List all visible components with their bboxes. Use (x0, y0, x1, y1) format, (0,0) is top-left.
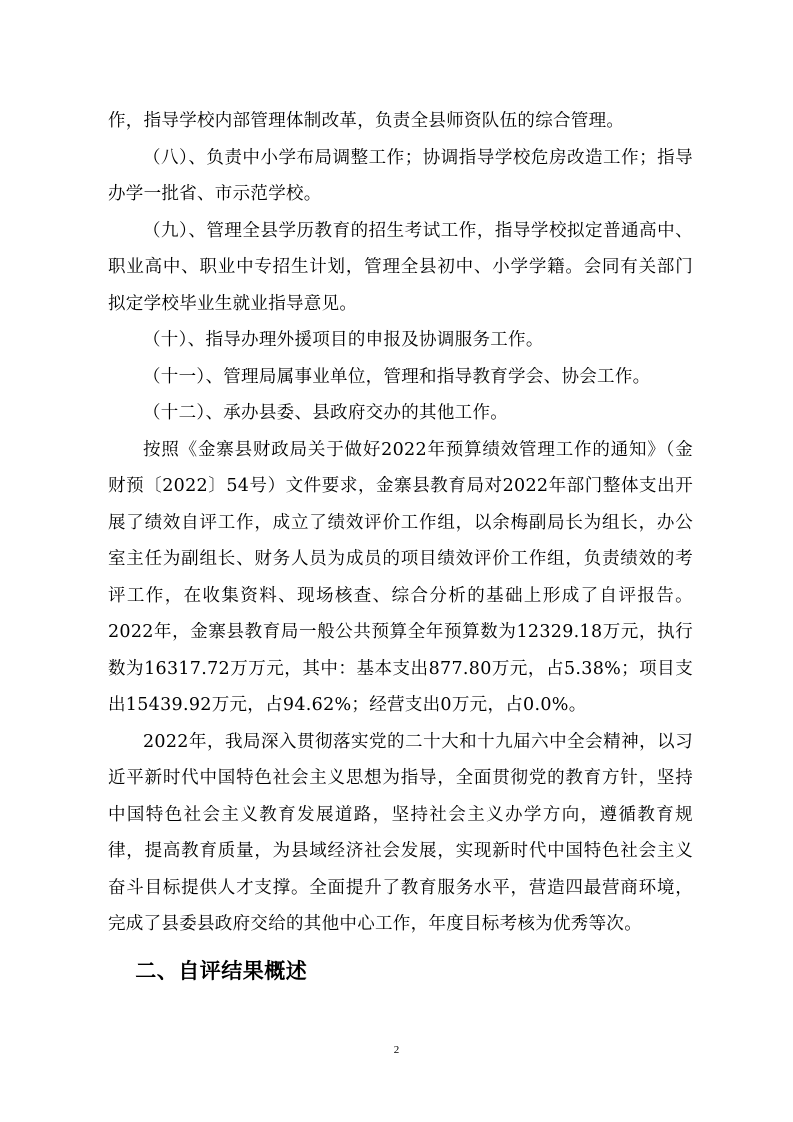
paragraph-budget-evaluation: 按照《金寨县财政局关于做好2022年预算绩效管理工作的通知》（金财预〔2022〕54号）文件要求，金寨县教育局对2022年部门整体支出开展了绩效自评工作，成立了绩效评价工作组，以余梅副局长为组长，办公室主任为副组长、财务人员为成员的项目绩效评价工作组，负责绩效的考评工作，在收集资料、现场核查、综合分析的基础上形成了自评报告。2022年，金寨县教育局一般公共预算全年预算数为12329.18万元，执行数为16317.72万万元，其中：基本支出877.80万元，占5.38%；项目支出15439.92万元，占94.62%；经营支出0万元，占0.0%。 (108, 439, 693, 715)
page-number: 2 (393, 1044, 400, 1056)
paragraph-annual-summary: 2022年，我局深入贯彻落实党的二十大和十九届六中全会精神，以习近平新时代中国特色社会主义思想为指导，全面贯彻党的教育方针，坚持中国特色社会主义教育发展道路，坚持社会主义办学方向，遵循教育规律，提高教育质量，为县域经济社会发展，实现新时代中国特色社会主义奋斗目标提供人才支撑。全面提升了教育服务水平，营造四最营商环境，完成了县委县政府交给的其他中心工作，年度目标考核为优秀等次。 (108, 731, 693, 934)
paragraph-item-8: （八）、负责中小学布局调整工作；协调指导学校危房改造工作；指导办学一批省、市示范学校。 (108, 147, 693, 204)
paragraph-continuation: 作，指导学校内部管理体制改革，负责全县师资队伍的综合管理。 (108, 111, 625, 131)
paragraph-item-10: （十）、指导办理外援项目的申报及协调服务工作。 (143, 330, 544, 350)
paragraph-item-9: （九）、管理全县学历教育的招生考试工作，指导学校拟定普通高中、职业高中、职业中专招生计划，管理全县初中、小学学籍。会同有关部门拟定学校毕业生就业指导意见。 (108, 220, 693, 314)
page-body (108, 103, 693, 991)
section-heading: 二、自评结果概述 (135, 958, 308, 983)
paragraph-item-12: （十二）、承办县委、县政府交办的其他工作。 (143, 403, 509, 423)
paragraph-item-11: （十一）、管理局属事业单位，管理和指导教育学会、协会工作。 (143, 366, 651, 387)
